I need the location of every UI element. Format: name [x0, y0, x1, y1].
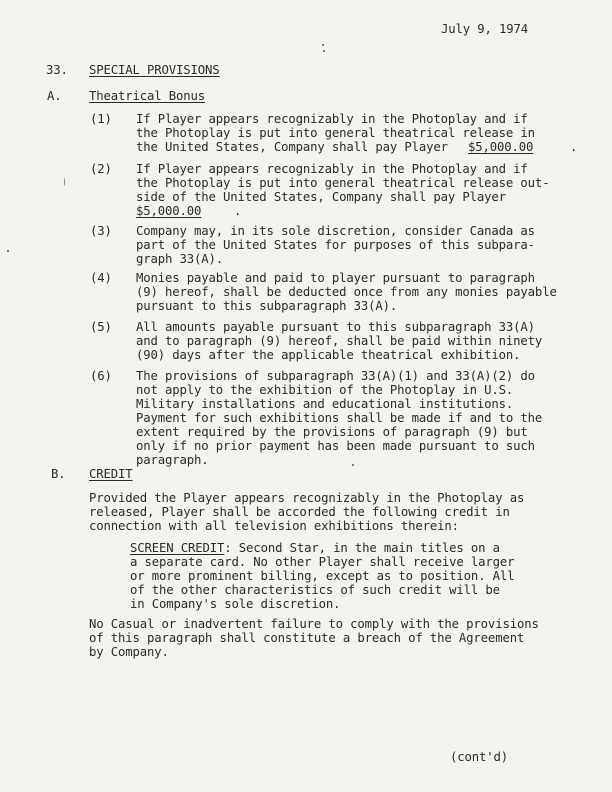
scan-speck [322, 44, 324, 46]
item-line: Company may, in its sole discretion, consider Canada as [136, 224, 535, 238]
scan-speck [64, 178, 65, 186]
item-line: All amounts payable pursuant to this subparagraph 33(A) [136, 320, 535, 334]
item-line: graph 33(A). [136, 252, 224, 266]
bonus-amount: $5,000.00 [468, 140, 534, 154]
part-a-title: Theatrical Bonus [89, 89, 206, 103]
item-line: (90) days after the applicable theatrical exhibition. [136, 348, 521, 362]
item-line: not apply to the exhibition of the Photoplay in U.S. [136, 383, 514, 397]
screen-credit-line: in Company's sole discretion. [130, 597, 341, 611]
credit-intro-line: Provided the Player appears recognizably in the Photoplay as [89, 491, 525, 505]
item-line: (9) hereof, shall be deducted once from any monies payable [136, 285, 557, 299]
document-date: July 9, 1974 [441, 22, 529, 36]
item-line: the United States, Company shall pay Player [136, 140, 448, 154]
item-line: the Photoplay is put into general theatrical release out- [136, 176, 550, 190]
bonus-amount: $5,000.00 [136, 204, 202, 218]
item-line: side of the United States, Company shall pay Player [136, 190, 506, 204]
screen-credit-text: : Second Star, in the main titles on a [224, 541, 500, 555]
item-number: (4) [90, 271, 112, 285]
item-number: (1) [90, 112, 112, 126]
item-line: Payment for such exhibitions shall be made if and to the [136, 411, 543, 425]
screen-credit-line: or more prominent billing, except as to position. All [130, 569, 515, 583]
part-b-title: CREDIT [89, 467, 133, 481]
screen-credit-line [130, 541, 500, 555]
closing-line: No Casual or inadvertent failure to comply with the provisions [89, 617, 539, 631]
item-number: (6) [90, 369, 112, 383]
item-line: only if no prior payment has been made pursuant to such [136, 439, 535, 453]
item-line: part of the United States for purposes of this subpara- [136, 238, 535, 252]
section-title: SPECIAL PROVISIONS [89, 63, 220, 77]
item-number: (2) [90, 162, 112, 176]
scan-speck [7, 250, 9, 252]
item-line: the Photoplay is put into general theatrical release in [136, 126, 535, 140]
item-end: . [570, 140, 578, 154]
item-line: The provisions of subparagraph 33(A)(1) and 33(A)(2) do [136, 369, 535, 383]
item-line: paragraph. [136, 453, 209, 467]
screen-credit-label: SCREEN CREDIT [130, 541, 225, 555]
item-line: and to paragraph (9) hereof, shall be paid within ninety [136, 334, 543, 348]
item-line: pursuant to this subparagraph 33(A). [136, 299, 398, 313]
scan-speck [323, 50, 325, 52]
item-line: Monies payable and paid to player pursuant to paragraph [136, 271, 535, 285]
item-line: Military installations and educational institutions. [136, 397, 514, 411]
credit-intro-line: connection with all television exhibitions therein: [89, 519, 459, 533]
closing-line: of this paragraph shall constitute a breach of the Agreement [89, 631, 525, 645]
item-line: extent required by the provisions of paragraph (9) but [136, 425, 528, 439]
section-number: 33. [46, 63, 68, 77]
part-a-letter: A. [47, 89, 62, 103]
scan-speck [352, 464, 354, 466]
credit-intro-line: released, Player shall be accorded the following credit in [89, 505, 510, 519]
closing-line: by Company. [89, 645, 169, 659]
item-line: If Player appears recognizably in the Photoplay and if [136, 112, 528, 126]
screen-credit-line: a separate card. No other Player shall receive larger [130, 555, 515, 569]
item-number: (5) [90, 320, 112, 334]
screen-credit-line: of the other characteristics of such credit will be [130, 583, 500, 597]
item-number: (3) [90, 224, 112, 238]
part-b-letter: B. [51, 467, 66, 481]
item-line: If Player appears recognizably in the Photoplay and if [136, 162, 528, 176]
continued-marker: (cont'd) [450, 750, 509, 764]
item-end: . [234, 204, 242, 218]
